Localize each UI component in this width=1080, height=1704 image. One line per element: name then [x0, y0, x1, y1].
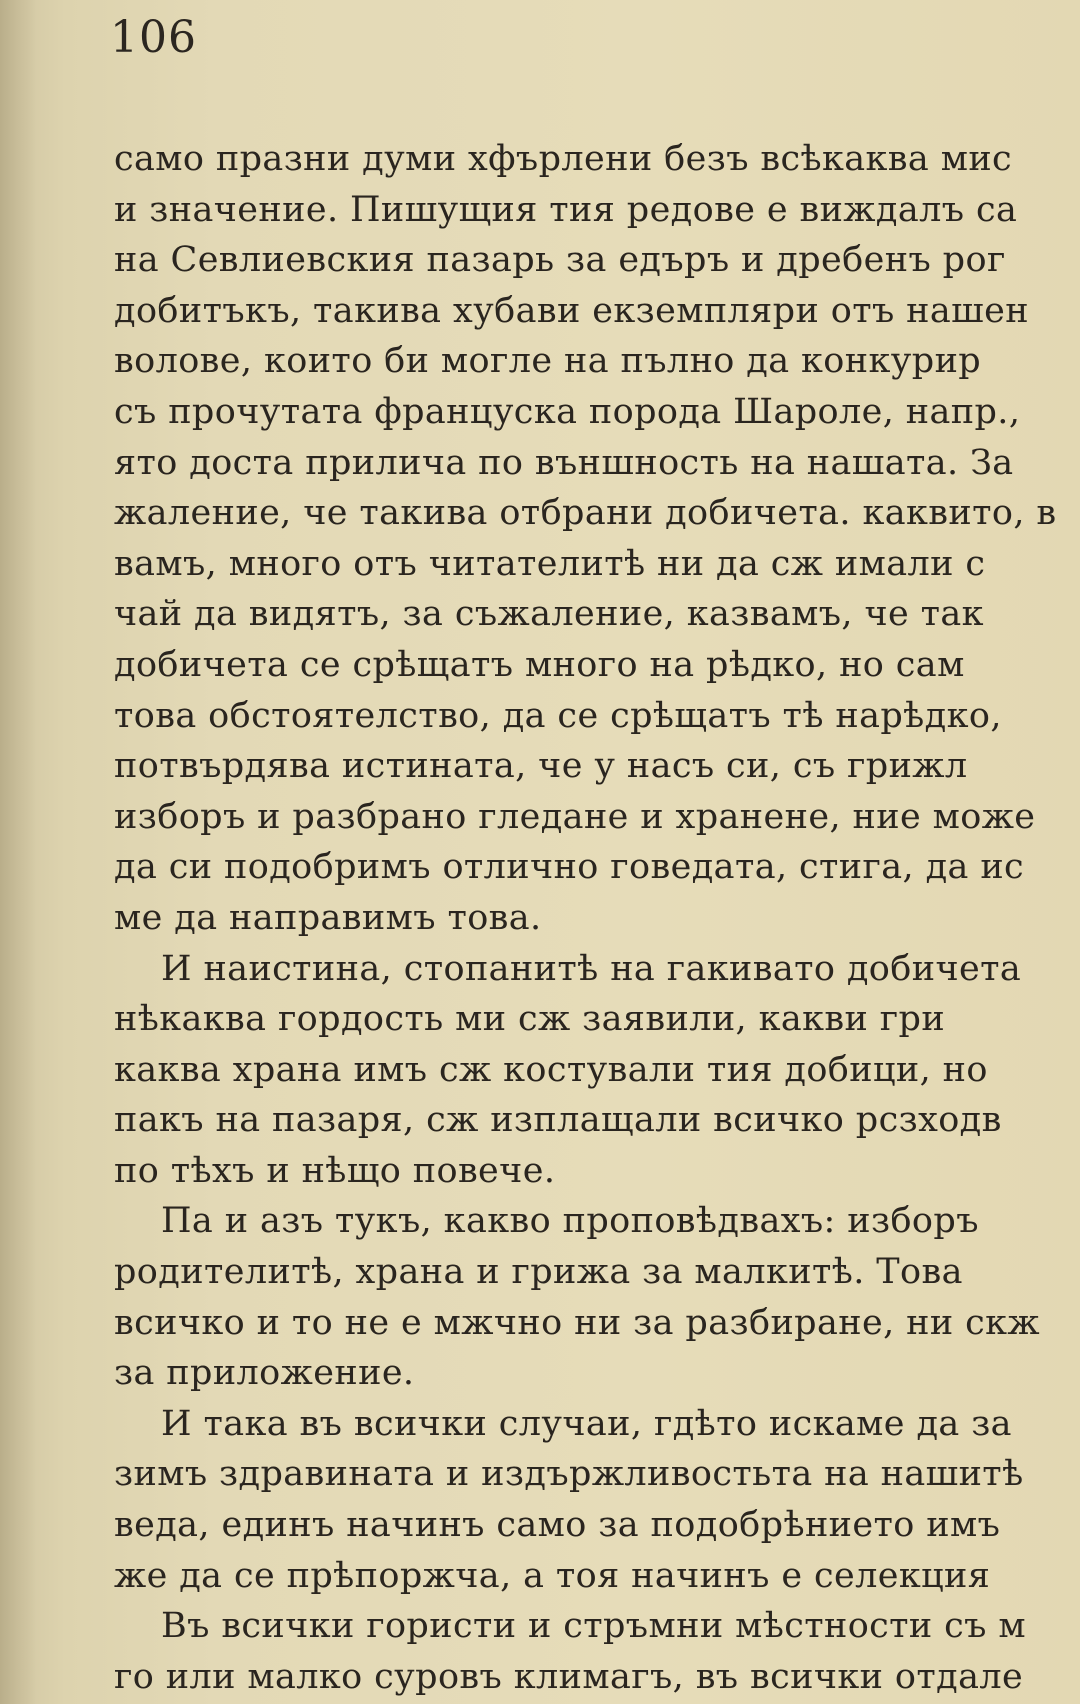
text-line: чай да видятъ, за съжаление, казвамъ, че так [114, 594, 984, 635]
text-line: вамъ, много отъ читателитѣ ни да сж имали с [114, 543, 986, 584]
text-line: жаление, че такива отбрани добичета. каквито, в [114, 493, 1057, 534]
text-line: за приложение. [114, 1353, 415, 1394]
text-line: всичко и то не е мжчно ни за разбиране, ни скж [114, 1302, 1040, 1343]
text-line: по тѣхъ и нѣщо повече. [114, 1150, 556, 1191]
page-binding-edge [0, 0, 36, 1704]
text-line: изборъ и разбрано гледане и хранене, ние може [114, 796, 1036, 837]
text-line: добичета се срѣщатъ много на рѣдко, но сам [114, 644, 965, 685]
text-line: же да се прѣпоржча, а тоя начинъ е селекция [114, 1555, 991, 1596]
text-line: ме да направимъ това. [114, 897, 542, 938]
text-line: И така въ всички случаи, гдѣто искаме да за [161, 1403, 1012, 1444]
text-line: това обстоятелство, да се срѣщатъ тѣ нарѣдко, [114, 695, 1002, 736]
text-line: на Севлиевския пазарь за едъръ и дребенъ рог [114, 240, 1006, 281]
text-line: И наистина, стопанитѣ на гакивато добичета [161, 948, 1022, 989]
text-line: Па и азъ тукъ, какво проповѣдвахъ: изборъ [161, 1201, 979, 1242]
text-line: Въ всички гористи и стръмни мѣстности съ м [161, 1606, 1027, 1647]
text-line: съ прочутата француска порода Шароле, напр., [114, 391, 1021, 432]
text-line: веда, единъ начинъ само за подобрѣнието имъ [114, 1505, 1001, 1546]
text-line: само празни думи хфърлени безъ всѣкаква мис [114, 139, 1013, 179]
text-line: добитъкъ, такива хубави екземпляри отъ нашен [114, 290, 1029, 331]
text-line: и значение. Пишущия тия редове е виждалъ са [114, 189, 1018, 230]
text-line: ято доста прилича по външность на нашата. За [114, 442, 1014, 483]
text-line: потвърдява истината, че у насъ си, съ грижл [114, 746, 968, 787]
text-line: зимъ здравината и издържливостьта на нашитѣ [114, 1454, 1024, 1495]
text-line: волове, които би могле на пълно да конкурир [114, 341, 982, 382]
text-line: да си подобримъ отлично говедата, стига, да ис [114, 847, 1025, 888]
page-number: 106 [110, 12, 197, 63]
body-text [114, 134, 1080, 1702]
text-line: го или малко суровъ климагъ, въ всички отдале [114, 1656, 1024, 1697]
text-line: нѣкаква гордость ми сж заявили, какви гри [114, 999, 946, 1040]
text-line: родителитѣ, храна и грижа за малкитѣ. Това [114, 1252, 963, 1293]
text-line: пакъ на пазаря, сж изплащали всичко рсзходв [114, 1100, 1002, 1141]
text-line: каква храна имъ сж костували тия добици, но [114, 1049, 988, 1090]
